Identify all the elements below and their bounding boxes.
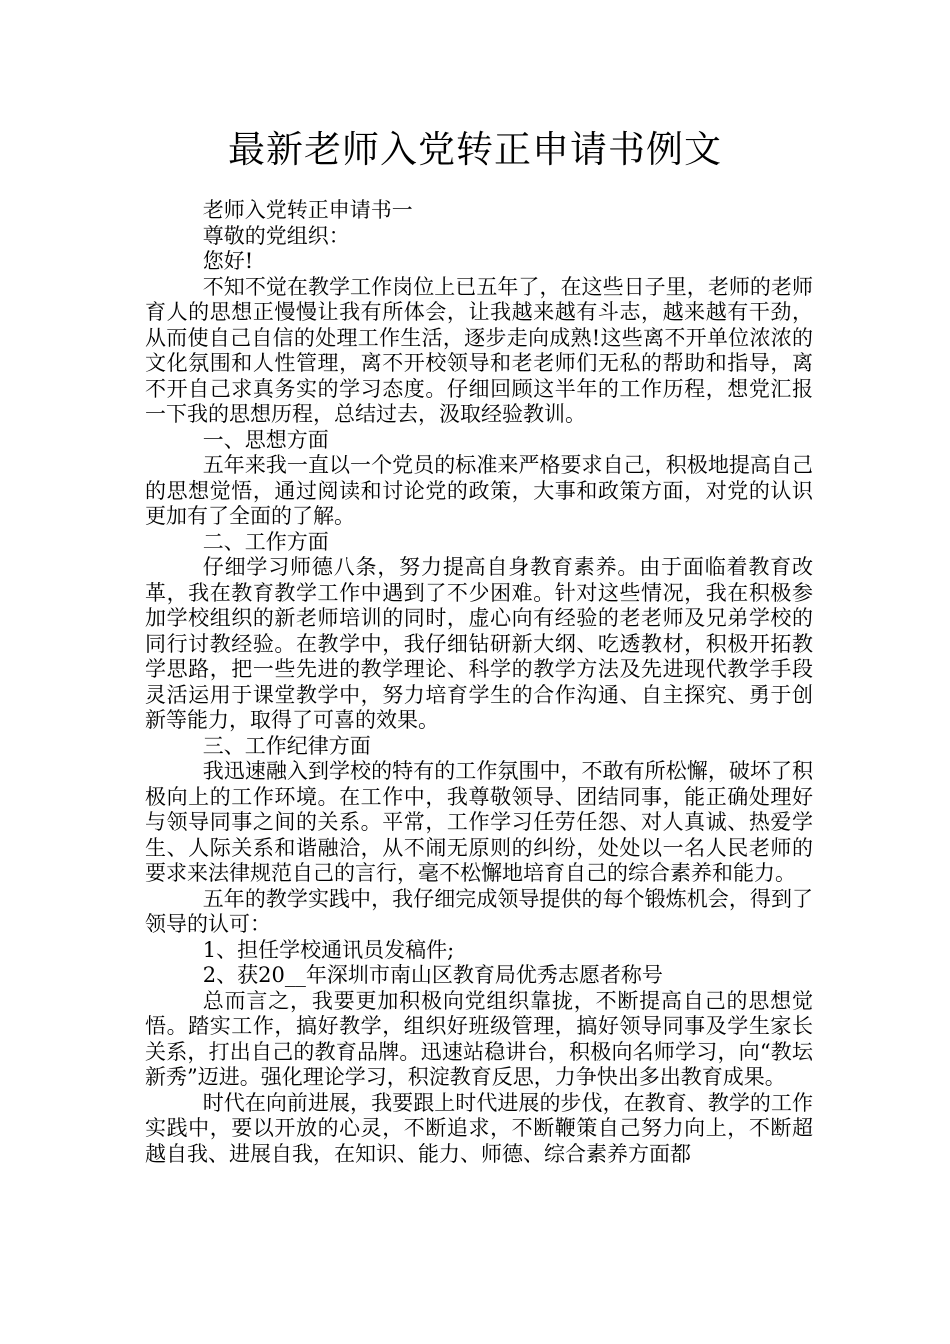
section-heading-discipline: 三、工作纪律方面 [202, 733, 371, 758]
list-item-2: 2、获20__年深圳市南山区教育局优秀志愿者称号 [202, 963, 663, 987]
paragraph-subtitle: 老师入党转正申请书一 [202, 198, 413, 222]
paragraph-work: 仔细学习师德八条，努力提高自身教育素养。由于面临着教育改革，我在教育教学工作中遇到了不少困难。针对这些情况，我在积极参加学校组织的新老师培训的同时，虚心向有经验的老老师及兄弟学校的同行讨教经验。在教学中，我仔细钻研新大纲、吃透教材，积极开拓教学思路，把一些先进的教学理论、科学的教学方法及先进现代教学手段灵活运用于课堂教学中，努力培育学生的合作沟通、自主探究、勇于创新等能力，取得了可喜的效果。 [145, 555, 813, 732]
section-heading-work: 二、工作方面 [202, 529, 329, 554]
document-title: 最新老师入党转正申请书例文 [228, 128, 722, 171]
paragraph-closing: 时代在向前进展，我要跟上时代进展的步伐，在教育、教学的工作实践中，要以开放的心灵，不断追求，不断鞭策自己努力向上，不断超越自我、进展自我，在知识、能力、师德、综合素养方面都 [145, 1090, 813, 1166]
paragraph-discipline: 我迅速融入到学校的特有的工作氛围中，不敢有所松懈，破坏了积极向上的工作环境。在工作中，我尊敬领导、团结同事，能正确处理好与领导同事之间的关系。平常，工作学习任劳任怨、对人真诚、热爱学生、人际关系和谐融洽，从不闹无原则的纠纷，处处以一名人民老师的要求来法律规范自己的言行，毫不松懈地培育自己的综合素养和能力。 [145, 759, 813, 885]
paragraph-salutation: 尊敬的党组织： [202, 223, 350, 248]
section-heading-thought: 一、思想方面 [202, 427, 329, 452]
paragraph-summary: 总而言之，我要更加积极向党组织靠拢，不断提高自己的思想觉悟。踏实工作，搞好教学，组织好班级管理，搞好领导同事及学生家长关系，打出自己的教育品牌。迅速站稳讲台，积极向名师学习，向“教坛新秀”迈进。强化理论学习，积淀教育反思，力争快出多出教育成果。 [145, 988, 813, 1089]
list-item-1: 1、担任学校通讯员发稿件; [202, 937, 455, 962]
paragraph-greeting: 您好! [202, 249, 254, 273]
document-body [145, 198, 813, 1167]
paragraph-thought: 五年来我一直以一个党员的标准来严格要求自己，积极地提高自己的思想觉悟，通过阅读和讨论党的政策，大事和政策方面，对党的认识更加有了全面的了解。 [145, 453, 813, 528]
paragraph-practice: 五年的教学实践中，我仔细完成领导提供的每个锻炼机会，得到了领导的认可： [145, 886, 813, 936]
paragraph-intro: 不知不觉在教学工作岗位上已五年了，在这些日子里，老师的老师育人的思想正慢慢让我有所体会，让我越来越有斗志，越来越有干劲，从而使自己自信的处理工作生活，逐步走向成熟!这些离不开单位浓浓的文化氛围和人性管理，离不开校领导和老老师们无私的帮助和指导，离不开自己求真务实的学习态度。仔细回顾这半年的工作历程，想党汇报一下我的思想历程，总结过去，汲取经验教训。 [145, 274, 813, 426]
